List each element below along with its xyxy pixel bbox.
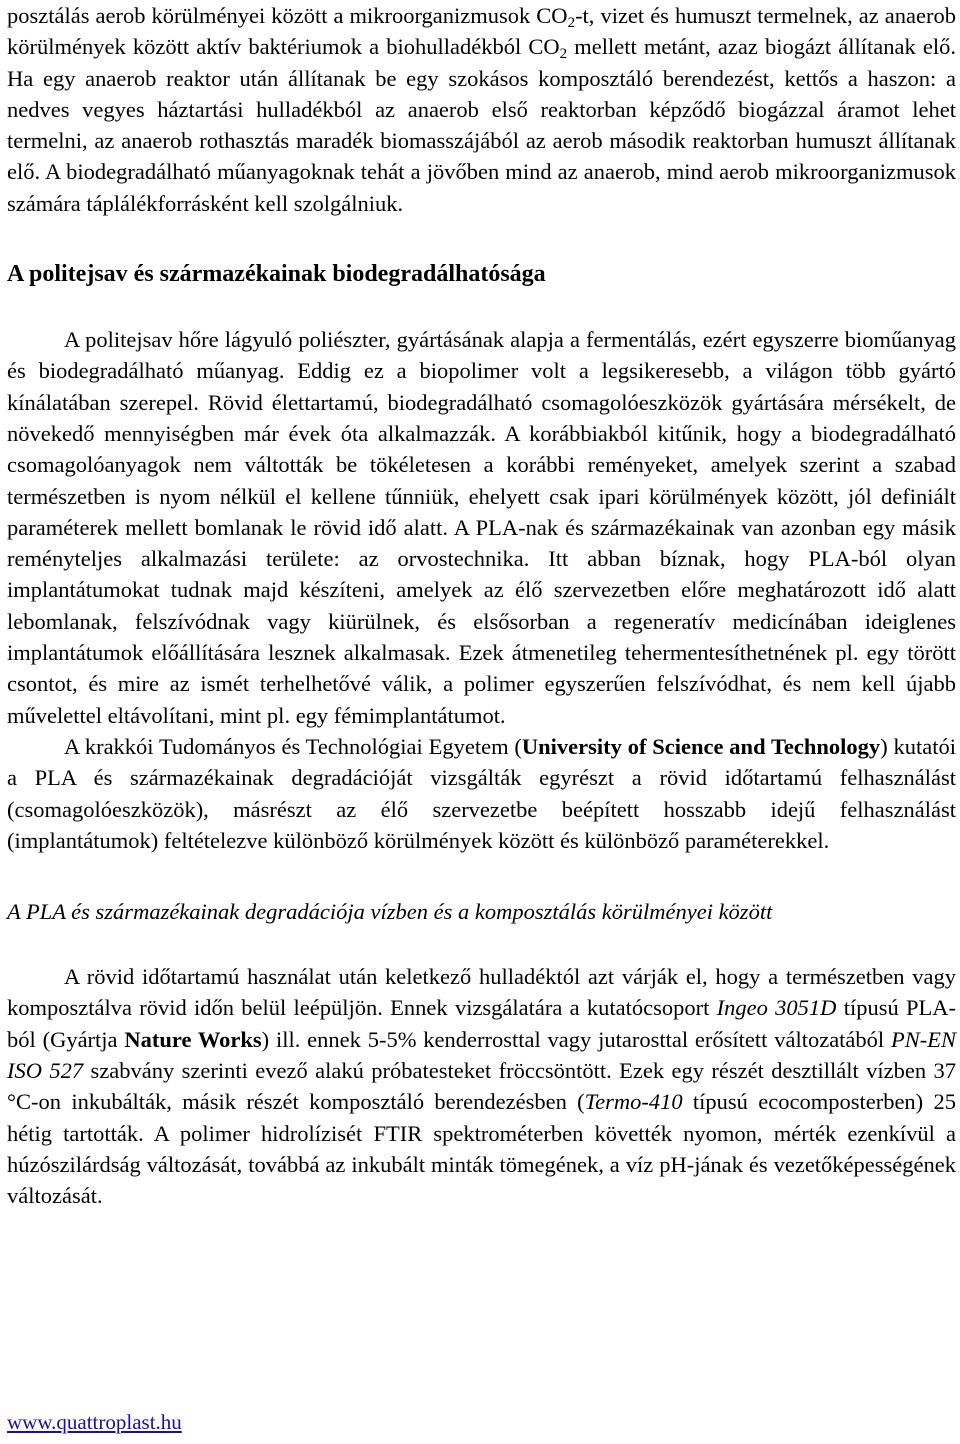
paragraph-pla-overview: A politejsav hőre lágyuló poliészter, gyártásának alapja a fermentálás, ezért egyszerre bioműanyag és biodegradálható műanyag. Eddig ez a biopolimer volt a legsikeresebb, a világon több gyártó kínálatában szerepel. Rövid élettartamú, biodegradálható csomagolóeszközök gyártására mérsékelt, de növekedő mennyiségben már évek óta alkalmazzák. A korábbiakból kitűnik, hogy a biodegradálható csomagolóanyagok nem váltották be tökéletesen a korábbi reményeket, amelyek szerint a szabad természetben is nyom nélkül el kellene tűnniük, ehelyett csak ipari körülmények között, jól definiált paraméterek mellett bomlanak le rövid idő alatt. A PLA-nak és származékainak van azonban egy másik reményteljes alkalmazási területe: az orvostechnika. Itt abban bíznak, hogy PLA-ból olyan implantátumokat tudnak majd készíteni, amelyek az élő szervezetben előre meghatározott idő alatt lebomlanak, felszívódnak vagy kiürülnek, és elsősorban a regeneratív medicínában ideiglenes implantátumok előállítására lesznek alkalmasak. Ezek átmenetileg tehermentesíthetnének pl. egy törött csontot, és mire az ismét terhelhetővé válik, a polimer egyszerűen felszívódhat, és nem kell újabb művelettel eltávolítani, mint pl. egy fémimplantátumot. <box>7 327 956 728</box>
university-name: University of Science and Technology <box>521 733 881 759</box>
subscript: 2 <box>567 15 576 31</box>
manufacturer-name: Nature Works <box>124 1026 262 1052</box>
paragraph-degradation-method: A rövid időtartamú használat után keletkező hulladéktól azt várják el, hogy a természetben vagy komposztálva rövid időn belül leépüljön. Ennek vizsgálatára a kutatócsoport Ingeo 3051D típusú PLA-ból (Gyártja Nature Works) ill. ennek 5-5% kenderrosttal vagy jutarosttal erősített változatából PN-EN ISO 527 szabvány szerinti evező alakú próbatesteket fröccsöntött. Ezek egy részét desztillált vízben 37 °C-on inkubálták, másik részét komposztáló berendezésben (Termo-410 típusú ecocomposterben) 25 hétig tartották. A polimer hidrolízisét FTIR spektrométerben követték nyomon, mérték ezenkívül a húzószilárdság változását, továbbá az inkubált minták tömegének, a víz pH-jának és vezetőképességének változását. <box>7 964 957 1209</box>
section-heading-pla-biodegradability: A politejsav és származékainak biodegradálhatósága <box>7 261 546 288</box>
material-grade: Ingeo 3051D <box>716 995 837 1021</box>
composter-model: Termo-410 <box>584 1089 683 1115</box>
standard-name: PN-EN ISO 527 <box>7 1026 956 1084</box>
subsection-heading-degradation: A PLA és származékainak degradációja vízben és a komposztálás körülményei között <box>7 899 773 925</box>
paragraph-krakow-research: A krakkói Tudományos és Technológiai Egyetem (University of Science and Technology) kutatói a PLA és származékainak degradációját vizsgálták egyrészt a rövid időtartamú felhasználást (csomagolóeszközök), másrészt az élő szervezetbe beépített hosszabb idejű felhasználást (implantátumok) feltételezve különböző körülmények között és különböző paraméterekkel. <box>7 733 956 853</box>
paragraph-composting-intro: posztálás aerob körülményei között a mikroorganizmusok $CO_2-t$, vizet és humuszt termelnek, az anaerob körülmények között aktív baktériumok a biohulladékból $CO_2$ mellett metánt, azaz biogázt állítanak elő. Ha egy anaerob reaktor után állítanak be egy szokásos komposztáló berendezést, kettős a haszon: a nedves vegyes háztartási hulladékból az anaerob első reaktorban képződő biogázzal áramot lehet termelni, az anaerob rothasztás maradék biomasszájából az aerob második reaktorban humuszt állítanak elő. A biodegradálható műanyagoknak tehát a jövőben mind az anaerob, mind aerob mikroorganizmusok számára táplálékforrásként kell szolgálniuk. <box>7 3 956 216</box>
document-page <box>7 0 956 1212</box>
footer-website-link[interactable]: www.quattroplast.hu <box>7 1410 182 1434</box>
subscript: 2 <box>559 46 568 63</box>
